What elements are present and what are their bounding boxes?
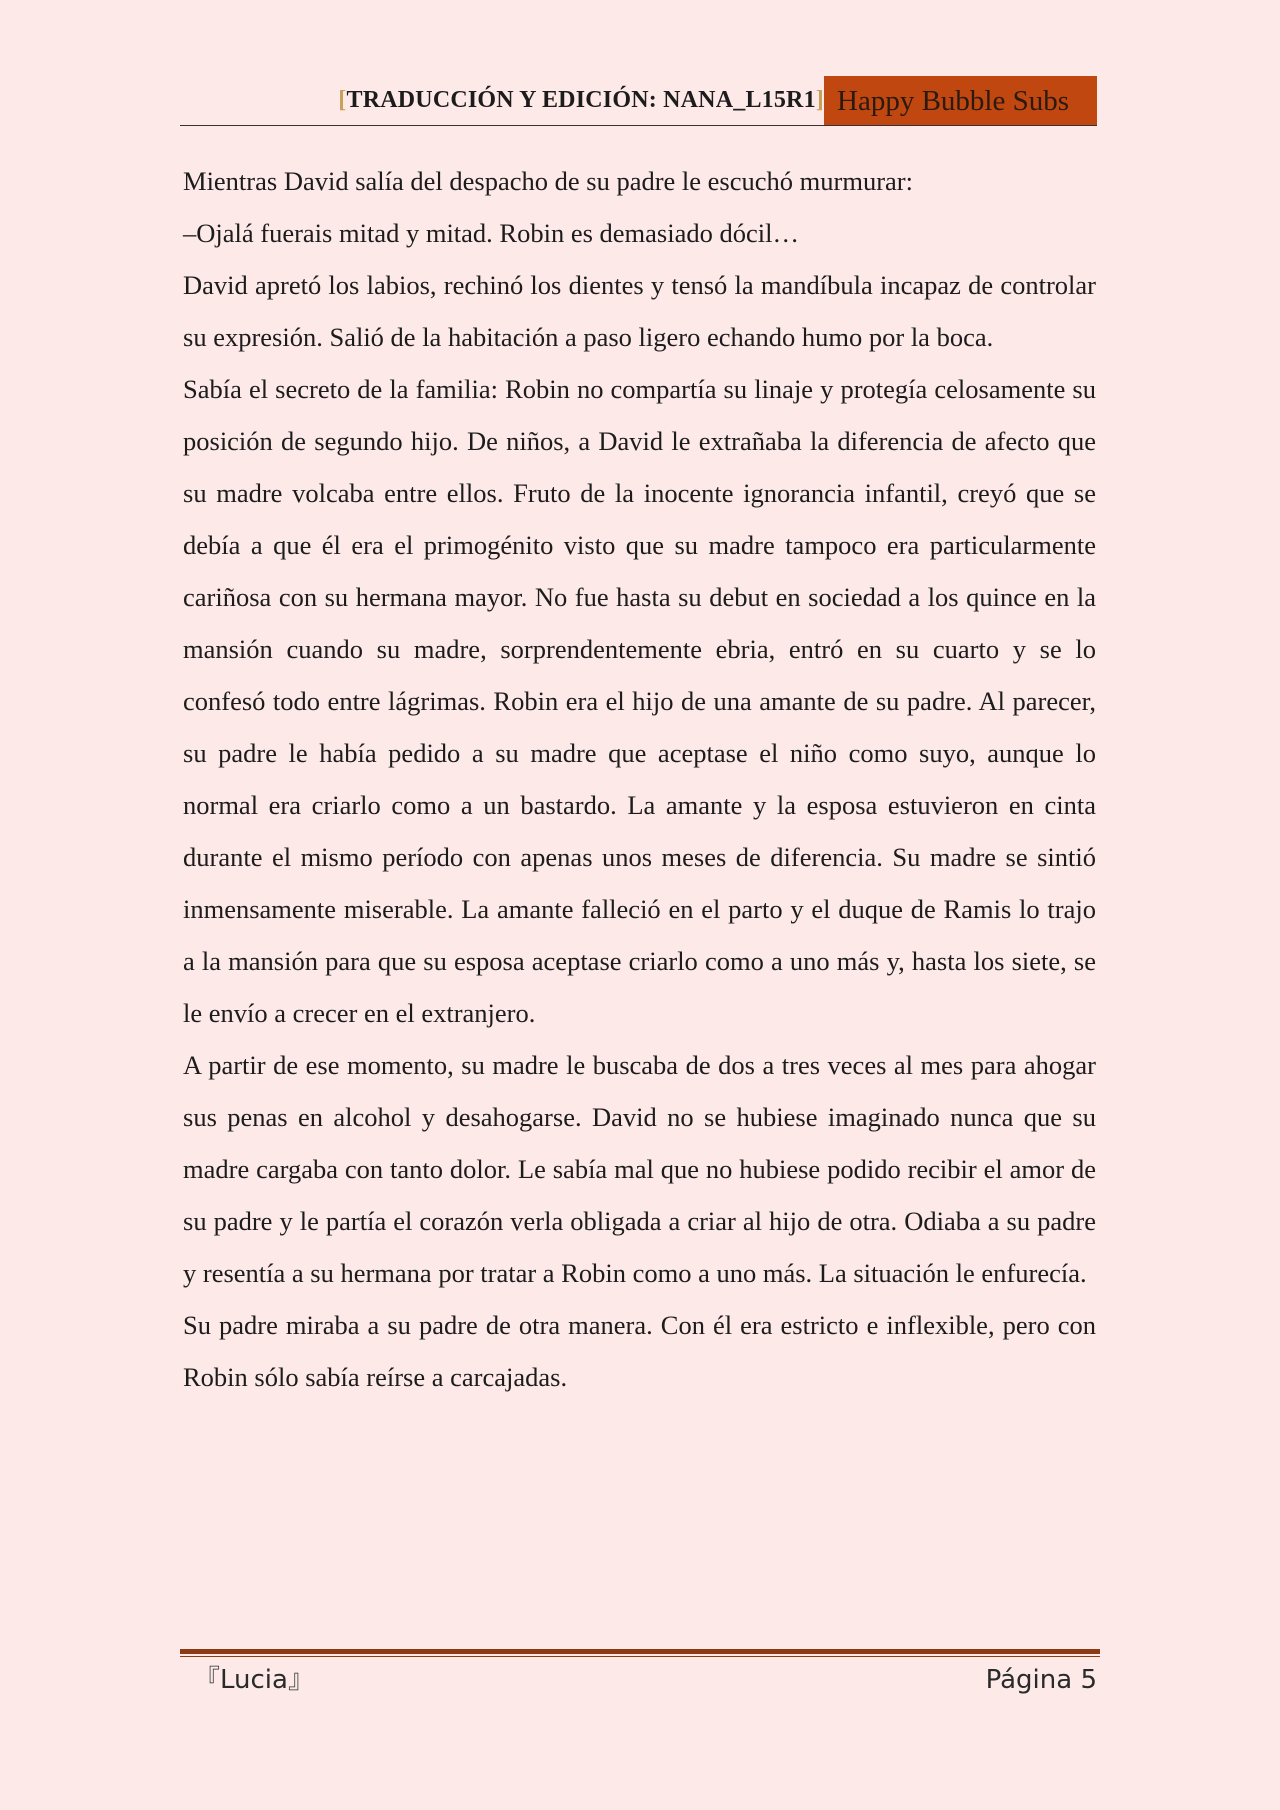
paragraph: –Ojalá fuerais mitad y mitad. Robin es demasiado dócil… [183, 218, 799, 248]
paragraph: Su padre miraba a su padre de otra manera. Con él era estricto e inflexible, pero con Robin sólo sabía reírse a carcajadas. [183, 1310, 1096, 1392]
paragraph: David apretó los labios, rechinó los dientes y tensó la mandíbula incapaz de controlar su expresión. Salió de la habitación a paso ligero echando humo por la boca. [183, 270, 1096, 352]
footer-page-number: Página 5 [985, 1665, 1097, 1695]
footer-book-title: 『Lucia』 [194, 1665, 314, 1695]
page-body [183, 155, 1096, 1403]
paragraph: A partir de ese momento, su madre le buscaba de dos a tres veces al mes para ahogar sus penas en alcohol y desahogarse. David no se hubiese imaginado nunca que su madre cargaba con tanto dolor. Le sabía mal que no hubiese podido recibir el amor de su padre y le partía el corazón verla obligada a criar al hijo de otra. Odiaba a su padre y resentía a su hermana por tratar a Robin como a uno más. La situación le enfurecía. [183, 1050, 1096, 1288]
footer-divider [180, 1649, 1100, 1657]
paragraph: Sabía el secreto de la familia: Robin no compartía su linaje y protegía celosamente su posición de segundo hijo. De niños, a David le extrañaba la diferencia de afecto que su madre volcaba entre ellos. Fruto de la inocente ignorancia infantil, creyó que se debía a que él era el primogénito visto que su madre tampoco era particularmente cariñosa con su hermana mayor. No fue hasta su debut en sociedad a los quince en la mansión cuando su madre, sorprendentemente ebria, entró en su cuarto y se lo confesó todo entre lágrimas. Robin era el hijo de una amante de su padre. Al parecer, su padre le había pedido a su madre que aceptase el niño como suyo, aunque lo normal era criarlo como a un bastardo. La amante y la esposa estuvieron en cinta durante el mismo período con apenas unos meses de diferencia. Su madre se sintió inmensamente miserable. La amante falleció en el parto y el duque de Ramis lo trajo a la mansión para que su esposa aceptase criarlo como a uno más y, hasta los siete, se le envío a crecer en el extranjero. [183, 374, 1096, 1028]
header-badge: Happy Bubble Subs [824, 76, 1097, 126]
header-bracket-open: [ [338, 87, 347, 113]
header-title [338, 87, 824, 114]
header-divider [180, 125, 1097, 126]
header-title-text: TRADUCCIÓN Y EDICIÓN: NANA_L15R1 [346, 87, 816, 113]
header-bracket-close: ] [815, 87, 824, 113]
page-header [180, 76, 1097, 126]
paragraph: Mientras David salía del despacho de su padre le escuchó murmurar: [183, 166, 913, 196]
